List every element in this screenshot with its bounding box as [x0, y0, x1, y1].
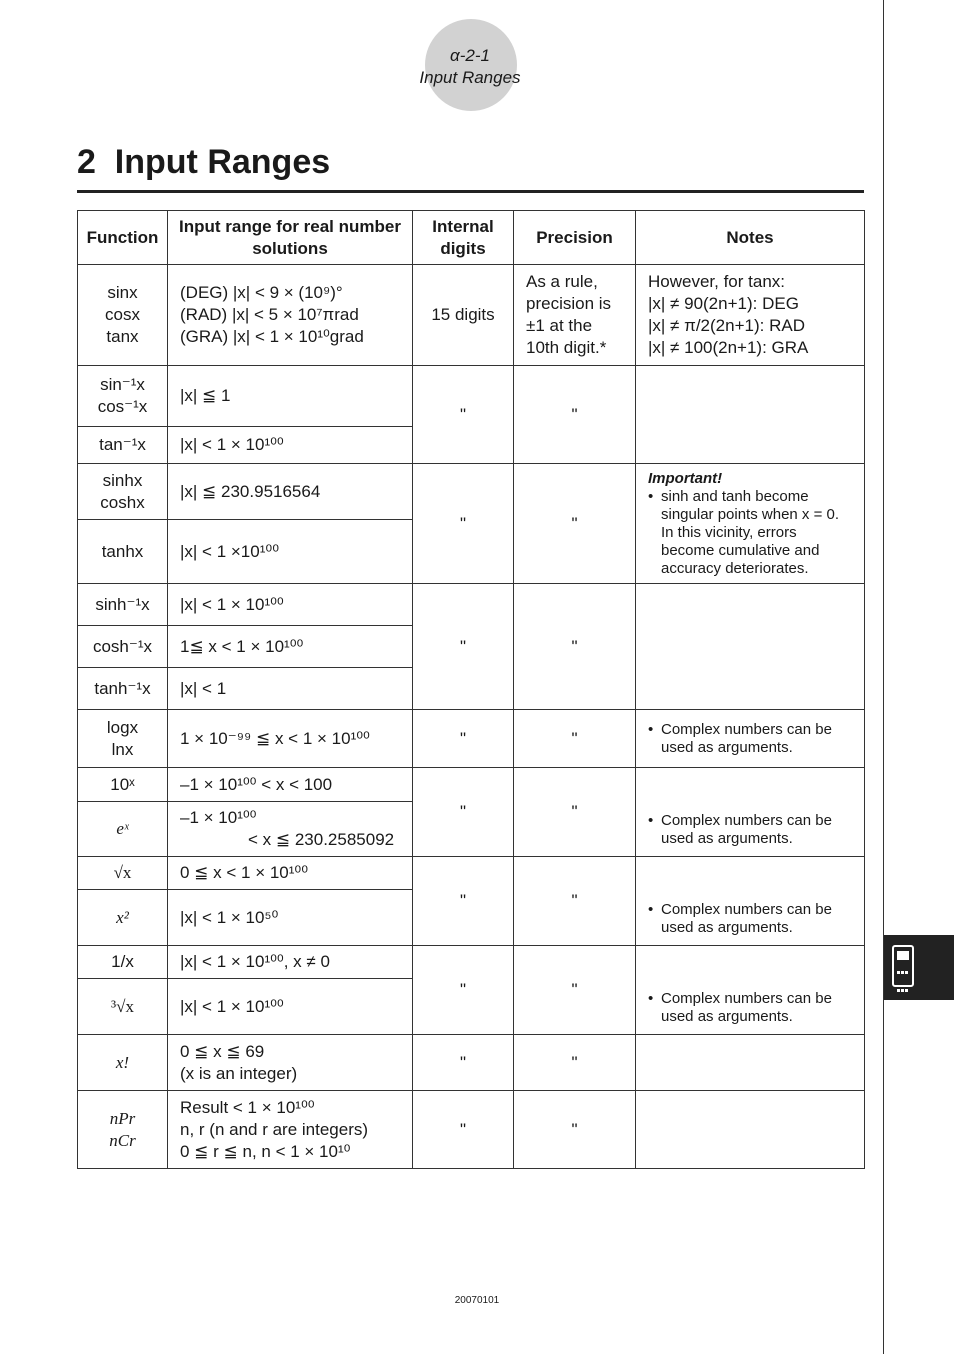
digits-cell: " [413, 710, 514, 768]
note-text: singular points when x = 0. [661, 505, 840, 523]
table-row [78, 265, 865, 366]
note-text: sinh and tanh become [661, 487, 809, 505]
precision-cell: " [514, 1091, 636, 1169]
digits-cell: " [413, 1035, 514, 1091]
table-row [78, 857, 865, 890]
range-text: Result < 1 × 10¹⁰⁰ [180, 1097, 315, 1117]
precision-text: precision is [526, 294, 612, 313]
note-text: used as arguments. [661, 738, 793, 756]
table-row [78, 768, 865, 802]
notes-cell [636, 946, 865, 1035]
range-cell: |x| < 1 × 10⁵⁰ [168, 890, 413, 946]
range-text: (GRA) |x| < 1 × 10¹⁰grad [180, 327, 364, 346]
range-cell: |x| < 1 × 10¹⁰⁰ [168, 584, 413, 626]
function-name: logx [106, 717, 139, 737]
notes-cell [636, 265, 865, 366]
note-text: used as arguments. [661, 830, 793, 847]
function-cell: tanhx [78, 520, 168, 584]
notes-cell [636, 768, 865, 857]
note-text: |x| ≠ 90(2n+1): DEG [648, 294, 799, 313]
range-text: (x is an integer) [180, 1063, 298, 1083]
range-text: (DEG) |x| < 9 × (10⁹)° [180, 283, 343, 302]
precision-text: As a rule, [526, 272, 598, 291]
note-text: |x| ≠ π/2(2n+1): RAD [648, 316, 805, 335]
note-bullet: • Complex numbers can be used as arguments. [648, 720, 832, 756]
table-row [78, 1091, 865, 1169]
precision-cell: " [514, 768, 636, 857]
range-cell [168, 802, 413, 857]
table-row [78, 1035, 865, 1091]
notes-cell [636, 857, 865, 946]
table-row [78, 584, 865, 626]
function-cell: 10ˣ [78, 768, 168, 802]
range-text: 0 ≦ r ≦ n, n < 1 × 10¹⁰ [180, 1141, 351, 1161]
table-row [78, 710, 865, 768]
note-text: Complex numbers can be [661, 812, 832, 829]
function-cell [78, 265, 168, 366]
notes-cell [636, 1091, 865, 1169]
range-cell: 0 ≦ x < 1 × 10¹⁰⁰ [168, 857, 413, 890]
range-cell: |x| ≦ 1 [168, 366, 413, 427]
function-name: cosx [105, 305, 140, 324]
function-name: tanx [106, 327, 139, 346]
function-cell: cosh⁻¹x [78, 626, 168, 668]
title-underline [77, 190, 864, 193]
range-cell: 1≦ x < 1 × 10¹⁰⁰ [168, 626, 413, 668]
note-text: become cumulative and [661, 541, 820, 559]
digits-cell: " [413, 946, 514, 1035]
digits-cell: 15 digits [413, 265, 514, 366]
header-function: Function [78, 211, 168, 265]
digits-cell: " [413, 584, 514, 710]
precision-cell: " [514, 464, 636, 584]
function-name: sinhx [102, 470, 143, 490]
precision-text: 10th digit.* [526, 338, 607, 357]
note-text: |x| ≠ 100(2n+1): GRA [648, 338, 809, 357]
function-cell: √x [78, 857, 168, 890]
header-input-range: Input range for real number solutions [168, 211, 413, 265]
note-text: Complex numbers can be [661, 990, 832, 1007]
range-cell: |x| < 1 × 10¹⁰⁰, x ≠ 0 [168, 946, 413, 979]
range-cell: 1 × 10⁻⁹⁹ ≦ x < 1 × 10¹⁰⁰ [168, 710, 413, 768]
note-text: Complex numbers can be [661, 720, 832, 738]
function-name: nPr [109, 1108, 136, 1128]
function-name: lnx [111, 739, 134, 759]
notes-cell [636, 366, 865, 464]
digits-cell: " [413, 366, 514, 464]
function-cell [78, 366, 168, 427]
page-footer-code: 20070101 [454, 1295, 500, 1306]
important-label: Important! [648, 469, 723, 487]
range-text: n, r (n and r are integers) [180, 1119, 369, 1139]
page-title: 2 Input Ranges [77, 143, 331, 181]
header-precision: Precision [514, 211, 636, 265]
function-cell: x² [78, 890, 168, 946]
function-cell [78, 464, 168, 520]
calculator-icon [892, 945, 914, 987]
function-cell: 1/x [78, 946, 168, 979]
note-text: used as arguments. [661, 919, 793, 936]
note-bullet: • Complex numbers can be used as arguments. [648, 812, 832, 847]
notes-cell [636, 464, 865, 584]
range-text: 0 ≦ x ≦ 69 [180, 1041, 265, 1061]
note-bullet: • sinh and tanh become singular points when x = 0. In this vicinity, errors become cumulative and accuracy deteriorates. [648, 487, 840, 577]
table-row [78, 464, 865, 520]
range-cell: |x| < 1 [168, 668, 413, 710]
function-cell: eˣ [78, 802, 168, 857]
note-bullet: • Complex numbers can be used as arguments. [648, 990, 832, 1025]
precision-cell: " [514, 857, 636, 946]
notes-cell [636, 1035, 865, 1091]
header-notes: Notes [636, 211, 865, 265]
function-name: sin⁻¹x [100, 375, 145, 394]
function-cell: x! [78, 1035, 168, 1091]
precision-text: ±1 at the [526, 316, 593, 335]
header-internal-digits: Internal digits [413, 211, 514, 265]
note-text: accuracy deteriorates. [661, 559, 809, 577]
range-cell: |x| ≦ 230.9516564 [168, 464, 413, 520]
range-text: < x ≦ 230.2585092 [248, 830, 395, 849]
table-row [78, 366, 865, 427]
range-cell: |x| < 1 × 10¹⁰⁰ [168, 979, 413, 1035]
note-text: In this vicinity, errors [661, 523, 797, 541]
precision-cell: " [514, 710, 636, 768]
precision-cell [514, 265, 636, 366]
range-cell [168, 265, 413, 366]
function-cell [78, 1091, 168, 1169]
function-cell: tan⁻¹x [78, 427, 168, 464]
note-text: Complex numbers can be [661, 901, 832, 918]
table-header-row [78, 211, 865, 265]
range-cell: |x| < 1 × 10¹⁰⁰ [168, 427, 413, 464]
note-bullet: • Complex numbers can be used as arguments. [648, 901, 832, 936]
range-text: –1 × 10¹⁰⁰ [180, 808, 257, 827]
notes-cell [636, 584, 865, 710]
function-name: coshx [100, 492, 145, 512]
digits-cell: " [413, 464, 514, 584]
digits-cell: " [413, 768, 514, 857]
function-cell: sinh⁻¹x [78, 584, 168, 626]
input-ranges-table [77, 210, 865, 1169]
precision-cell: " [514, 584, 636, 710]
range-cell: |x| < 1 ×10¹⁰⁰ [168, 520, 413, 584]
chapter-tab[interactable] [884, 935, 954, 1000]
range-cell [168, 1091, 413, 1169]
range-cell [168, 1035, 413, 1091]
note-text: However, for tanx: [648, 272, 786, 291]
function-name: sinx [107, 283, 138, 302]
digits-cell: " [413, 1091, 514, 1169]
function-cell [78, 710, 168, 768]
note-text: used as arguments. [661, 1008, 793, 1025]
range-text: (RAD) |x| < 5 × 10⁷πrad [180, 305, 359, 324]
function-name: cos⁻¹x [97, 397, 148, 416]
precision-cell: " [514, 1035, 636, 1091]
right-margin-rule [883, 0, 884, 1354]
function-cell: ³√x [78, 979, 168, 1035]
precision-cell: " [514, 946, 636, 1035]
function-name: nCr [109, 1130, 136, 1150]
range-cell: –1 × 10¹⁰⁰ < x < 100 [168, 768, 413, 802]
digits-cell: " [413, 857, 514, 946]
table-row [78, 946, 865, 979]
page-code: α-2-1 [450, 46, 490, 65]
precision-cell: " [514, 366, 636, 464]
notes-cell [636, 710, 865, 768]
function-cell: tanh⁻¹x [78, 668, 168, 710]
page-section-name: Input Ranges [419, 68, 521, 87]
